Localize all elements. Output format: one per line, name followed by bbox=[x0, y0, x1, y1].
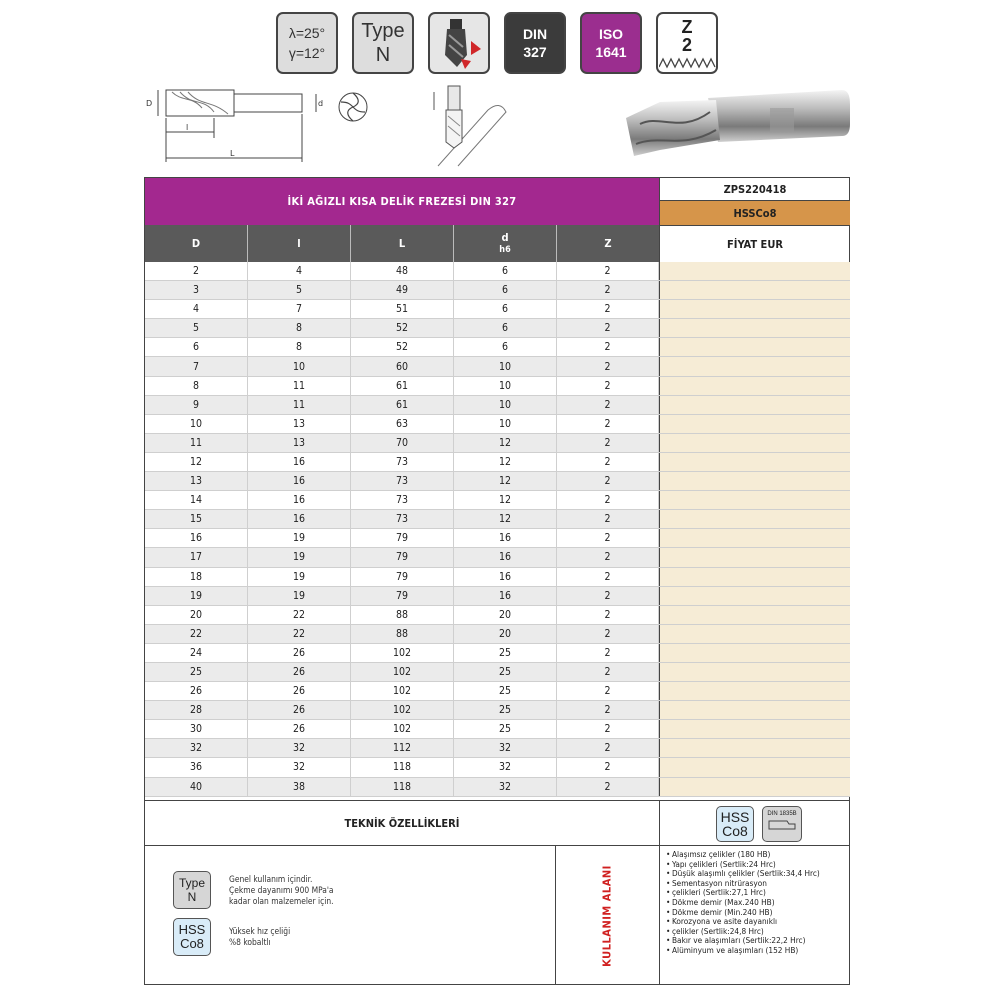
cell-l: 26 bbox=[248, 701, 351, 719]
cell-D: 30 bbox=[145, 720, 248, 738]
cell-d: 6 bbox=[454, 281, 557, 299]
cell-D: 12 bbox=[145, 453, 248, 471]
price-cell bbox=[659, 491, 850, 509]
price-cell bbox=[659, 377, 850, 395]
table-row bbox=[145, 300, 850, 319]
cell-l: 19 bbox=[248, 587, 351, 605]
legend-hss-top: HSS bbox=[178, 922, 206, 937]
cell-L: 102 bbox=[351, 682, 454, 700]
type-n-description bbox=[229, 874, 334, 907]
usage-item: • Alüminyum ve alaşımları (152 HB) bbox=[666, 946, 850, 956]
price-cell bbox=[659, 453, 850, 471]
dim-l: l bbox=[186, 123, 189, 132]
table-row bbox=[145, 758, 850, 777]
cell-l: 16 bbox=[248, 453, 351, 471]
cell-d: 12 bbox=[454, 510, 557, 528]
type-text-line-1: Genel kullanım içindir. bbox=[229, 874, 313, 884]
price-cell bbox=[659, 319, 850, 337]
cell-Z: 2 bbox=[557, 625, 659, 643]
cell-Z: 2 bbox=[557, 338, 659, 356]
cell-d: 25 bbox=[454, 682, 557, 700]
cell-L: 88 bbox=[351, 606, 454, 624]
din-badge bbox=[504, 12, 566, 74]
cell-L: 79 bbox=[351, 548, 454, 566]
cell-l: 13 bbox=[248, 415, 351, 433]
cell-D: 9 bbox=[145, 396, 248, 414]
header-L: L bbox=[351, 225, 454, 262]
cell-Z: 2 bbox=[557, 682, 659, 700]
cell-l: 10 bbox=[248, 357, 351, 375]
table-row bbox=[145, 319, 850, 338]
cell-L: 102 bbox=[351, 701, 454, 719]
price-cell bbox=[659, 434, 850, 452]
cell-d: 25 bbox=[454, 720, 557, 738]
table-row bbox=[145, 587, 850, 606]
cell-L: 118 bbox=[351, 758, 454, 776]
cell-Z: 2 bbox=[557, 663, 659, 681]
cell-l: 19 bbox=[248, 529, 351, 547]
cell-D: 6 bbox=[145, 338, 248, 356]
header-D: D bbox=[145, 225, 248, 262]
table-row bbox=[145, 453, 850, 472]
cell-l: 26 bbox=[248, 720, 351, 738]
hss-text-line-1: Yüksek hız çeliği bbox=[229, 926, 291, 936]
price-cell bbox=[659, 300, 850, 318]
cell-Z: 2 bbox=[557, 758, 659, 776]
cell-D: 20 bbox=[145, 606, 248, 624]
price-cell bbox=[659, 281, 850, 299]
table-row bbox=[145, 396, 850, 415]
cell-L: 118 bbox=[351, 778, 454, 796]
milling-direction-icon bbox=[428, 12, 490, 74]
iso-badge bbox=[580, 12, 642, 74]
cell-d: 12 bbox=[454, 472, 557, 490]
cell-l: 22 bbox=[248, 606, 351, 624]
cell-d: 6 bbox=[454, 338, 557, 356]
z-value: 2 bbox=[681, 35, 692, 55]
table-body bbox=[145, 262, 850, 797]
price-cell bbox=[659, 262, 850, 280]
cell-l: 26 bbox=[248, 682, 351, 700]
hss-co8-icon bbox=[716, 806, 754, 842]
table-row bbox=[145, 415, 850, 434]
cell-d: 10 bbox=[454, 377, 557, 395]
cell-d: 32 bbox=[454, 739, 557, 757]
table-row bbox=[145, 682, 850, 701]
din-badge-label: DIN bbox=[522, 26, 548, 42]
cell-L: 73 bbox=[351, 510, 454, 528]
cell-D: 7 bbox=[145, 357, 248, 375]
cell-l: 11 bbox=[248, 377, 351, 395]
cell-d: 16 bbox=[454, 529, 557, 547]
cell-L: 48 bbox=[351, 262, 454, 280]
cell-Z: 2 bbox=[557, 415, 659, 433]
legend-hss-bottom: Co8 bbox=[180, 936, 204, 951]
usage-item: • Sementasyon nitrürasyon bbox=[666, 879, 850, 889]
cell-l: 16 bbox=[248, 510, 351, 528]
table-row bbox=[145, 625, 850, 644]
cell-Z: 2 bbox=[557, 548, 659, 566]
usage-item: • Dökme demir (Max.240 HB) bbox=[666, 898, 850, 908]
cell-Z: 2 bbox=[557, 472, 659, 490]
cell-d: 25 bbox=[454, 644, 557, 662]
table-row bbox=[145, 644, 850, 663]
price-cell bbox=[659, 778, 850, 796]
usage-item: • Korozyona ve asite dayanıklı bbox=[666, 917, 850, 927]
cell-L: 49 bbox=[351, 281, 454, 299]
cell-l: 16 bbox=[248, 472, 351, 490]
cell-D: 15 bbox=[145, 510, 248, 528]
cell-Z: 2 bbox=[557, 568, 659, 586]
cell-D: 4 bbox=[145, 300, 248, 318]
type-text-line-2: Çekme dayanımı 900 MPa'a bbox=[229, 885, 334, 895]
cell-l: 19 bbox=[248, 568, 351, 586]
cell-Z: 2 bbox=[557, 510, 659, 528]
header-d-tolerance: h6 bbox=[499, 244, 511, 255]
cell-Z: 2 bbox=[557, 739, 659, 757]
cell-L: 73 bbox=[351, 453, 454, 471]
plunge-milling-icon bbox=[418, 82, 508, 167]
cell-d: 20 bbox=[454, 606, 557, 624]
table-row bbox=[145, 548, 850, 567]
shank-din-label: DIN 1835B bbox=[767, 811, 797, 817]
cell-Z: 2 bbox=[557, 644, 659, 662]
product-table bbox=[144, 177, 850, 985]
price-header: FİYAT EUR bbox=[659, 225, 850, 262]
cell-d: 32 bbox=[454, 758, 557, 776]
price-cell bbox=[659, 682, 850, 700]
technical-specs-title: TEKNİK ÖZELLİKLERİ bbox=[344, 817, 460, 830]
table-row bbox=[145, 529, 850, 548]
table-row bbox=[145, 568, 850, 587]
cell-Z: 2 bbox=[557, 357, 659, 375]
cell-D: 25 bbox=[145, 663, 248, 681]
cell-Z: 2 bbox=[557, 606, 659, 624]
cell-l: 32 bbox=[248, 758, 351, 776]
material-label: HSSCo8 bbox=[659, 201, 850, 225]
cell-D: 13 bbox=[145, 472, 248, 490]
table-title: İKİ AĞIZLI KISA DELİK FREZESİ DIN 327 bbox=[145, 178, 659, 225]
cell-l: 22 bbox=[248, 625, 351, 643]
price-cell bbox=[659, 338, 850, 356]
cell-L: 52 bbox=[351, 319, 454, 337]
usage-item: • Alaşımsız çelikler (180 HB) bbox=[666, 850, 850, 860]
table-row bbox=[145, 281, 850, 300]
table-row bbox=[145, 377, 850, 396]
table-row bbox=[145, 434, 850, 453]
header-d-label: d bbox=[501, 230, 509, 244]
cell-d: 6 bbox=[454, 319, 557, 337]
cell-d: 10 bbox=[454, 357, 557, 375]
header-l: l bbox=[248, 225, 351, 262]
cell-D: 28 bbox=[145, 701, 248, 719]
cell-Z: 2 bbox=[557, 434, 659, 452]
price-cell bbox=[659, 758, 850, 776]
type-badge-label: Type bbox=[361, 20, 405, 42]
header-Z: Z bbox=[604, 236, 612, 250]
cell-l: 8 bbox=[248, 338, 351, 356]
price-cell bbox=[659, 644, 850, 662]
cell-Z: 2 bbox=[557, 396, 659, 414]
cell-l: 16 bbox=[248, 491, 351, 509]
cell-d: 16 bbox=[454, 548, 557, 566]
cell-l: 7 bbox=[248, 300, 351, 318]
shank-din-icon bbox=[762, 806, 802, 842]
dim-D: D bbox=[146, 99, 153, 108]
cell-L: 52 bbox=[351, 338, 454, 356]
angle-badge bbox=[276, 12, 338, 74]
cell-D: 3 bbox=[145, 281, 248, 299]
type-n-icon bbox=[173, 871, 211, 909]
cell-D: 14 bbox=[145, 491, 248, 509]
cell-D: 22 bbox=[145, 625, 248, 643]
cell-d: 6 bbox=[454, 262, 557, 280]
usage-item: • çelikleri (Sertlik:27,1 Hrc) bbox=[666, 888, 850, 898]
hss-description bbox=[229, 926, 290, 948]
legend-type-label: Type bbox=[178, 876, 205, 890]
price-cell bbox=[659, 587, 850, 605]
cell-L: 102 bbox=[351, 663, 454, 681]
cell-L: 51 bbox=[351, 300, 454, 318]
cell-Z: 2 bbox=[557, 778, 659, 796]
usage-item: • Bakır ve alaşımları (Sertlik:22,2 Hrc) bbox=[666, 936, 850, 946]
cell-Z: 2 bbox=[557, 453, 659, 471]
cell-l: 26 bbox=[248, 644, 351, 662]
cell-d: 10 bbox=[454, 396, 557, 414]
cell-L: 70 bbox=[351, 434, 454, 452]
table-row bbox=[145, 510, 850, 529]
usage-item: • çelikler (Sertlik:24,8 Hrc) bbox=[666, 927, 850, 937]
cell-L: 88 bbox=[351, 625, 454, 643]
cell-d: 12 bbox=[454, 453, 557, 471]
cell-D: 26 bbox=[145, 682, 248, 700]
cell-D: 10 bbox=[145, 415, 248, 433]
cell-d: 32 bbox=[454, 778, 557, 796]
table-row bbox=[145, 701, 850, 720]
legend-type-value: N bbox=[187, 890, 197, 904]
cell-Z: 2 bbox=[557, 281, 659, 299]
cell-L: 102 bbox=[351, 644, 454, 662]
cell-D: 11 bbox=[145, 434, 248, 452]
table-row bbox=[145, 491, 850, 510]
product-code: ZPS220418 bbox=[659, 178, 850, 201]
type-badge bbox=[352, 12, 414, 74]
type-text-line-3: kadar olan malzemeler için. bbox=[229, 896, 334, 906]
cross-section-icon bbox=[336, 90, 370, 124]
cell-L: 73 bbox=[351, 472, 454, 490]
price-cell bbox=[659, 357, 850, 375]
cell-D: 36 bbox=[145, 758, 248, 776]
price-cell bbox=[659, 472, 850, 490]
cell-D: 8 bbox=[145, 377, 248, 395]
cell-D: 17 bbox=[145, 548, 248, 566]
legend-section bbox=[145, 845, 850, 985]
usage-list bbox=[666, 850, 850, 956]
usage-area-label-cell bbox=[556, 845, 659, 985]
iso-badge-label: ISO bbox=[598, 26, 624, 42]
cell-Z: 2 bbox=[557, 377, 659, 395]
end-mill-product-image bbox=[620, 84, 852, 162]
cell-l: 13 bbox=[248, 434, 351, 452]
cell-D: 18 bbox=[145, 568, 248, 586]
cell-Z: 2 bbox=[557, 529, 659, 547]
spec-icons bbox=[659, 801, 850, 846]
table-row bbox=[145, 472, 850, 491]
dimension-drawing bbox=[142, 82, 342, 172]
cell-Z: 2 bbox=[557, 701, 659, 719]
cell-L: 73 bbox=[351, 491, 454, 509]
price-cell bbox=[659, 568, 850, 586]
price-cell bbox=[659, 720, 850, 738]
cell-d: 12 bbox=[454, 491, 557, 509]
dim-L: L bbox=[230, 149, 235, 158]
cell-L: 61 bbox=[351, 377, 454, 395]
iso-badge-number: 1641 bbox=[595, 44, 627, 60]
table-row bbox=[145, 606, 850, 625]
hss-icon-bottom: Co8 bbox=[722, 823, 748, 839]
cell-l: 5 bbox=[248, 281, 351, 299]
legend-box bbox=[145, 845, 556, 985]
cell-L: 102 bbox=[351, 720, 454, 738]
shank-icon bbox=[767, 818, 797, 832]
usage-list-cell bbox=[659, 845, 850, 985]
cell-d: 12 bbox=[454, 434, 557, 452]
cell-L: 60 bbox=[351, 357, 454, 375]
price-cell bbox=[659, 701, 850, 719]
table-row bbox=[145, 262, 850, 281]
cell-D: 32 bbox=[145, 739, 248, 757]
table-row bbox=[145, 720, 850, 739]
cell-D: 2 bbox=[145, 262, 248, 280]
cell-l: 11 bbox=[248, 396, 351, 414]
cell-L: 79 bbox=[351, 529, 454, 547]
cell-Z: 2 bbox=[557, 587, 659, 605]
price-cell bbox=[659, 606, 850, 624]
cell-Z: 2 bbox=[557, 720, 659, 738]
price-cell bbox=[659, 548, 850, 566]
price-cell bbox=[659, 415, 850, 433]
table-row bbox=[145, 357, 850, 376]
legend-hss-co8-icon bbox=[173, 918, 211, 956]
cell-L: 79 bbox=[351, 587, 454, 605]
cell-d: 25 bbox=[454, 663, 557, 681]
usage-area-title: KULLANIM ALANI bbox=[600, 865, 614, 967]
cell-D: 40 bbox=[145, 778, 248, 796]
table-row bbox=[145, 338, 850, 357]
cell-l: 38 bbox=[248, 778, 351, 796]
cell-D: 5 bbox=[145, 319, 248, 337]
type-badge-value: N bbox=[375, 44, 391, 66]
cell-L: 112 bbox=[351, 739, 454, 757]
cell-l: 32 bbox=[248, 739, 351, 757]
cell-L: 63 bbox=[351, 415, 454, 433]
cell-d: 6 bbox=[454, 300, 557, 318]
cell-l: 26 bbox=[248, 663, 351, 681]
cell-d: 20 bbox=[454, 625, 557, 643]
z-label: Z bbox=[681, 17, 693, 37]
din-badge-number: 327 bbox=[523, 44, 547, 60]
cell-D: 19 bbox=[145, 587, 248, 605]
price-cell bbox=[659, 510, 850, 528]
cell-Z: 2 bbox=[557, 491, 659, 509]
usage-item: • Yapı çelikleri (Sertlik:24 Hrc) bbox=[666, 860, 850, 870]
technical-specs-row bbox=[145, 800, 850, 846]
cell-Z: 2 bbox=[557, 262, 659, 280]
header-d bbox=[454, 225, 557, 262]
hss-text-line-2: %8 kobaltlı bbox=[229, 937, 271, 947]
cell-l: 8 bbox=[248, 319, 351, 337]
cell-L: 79 bbox=[351, 568, 454, 586]
usage-item: • Düşük alaşımlı çelikler (Sertlik:34,4 Hrc) bbox=[666, 869, 850, 879]
price-cell bbox=[659, 396, 850, 414]
cell-L: 61 bbox=[351, 396, 454, 414]
cell-d: 16 bbox=[454, 568, 557, 586]
flute-count-badge bbox=[656, 12, 718, 74]
cell-D: 24 bbox=[145, 644, 248, 662]
gamma-angle: γ=12° bbox=[288, 45, 326, 61]
table-row bbox=[145, 778, 850, 797]
cell-Z: 2 bbox=[557, 319, 659, 337]
lambda-angle: λ=25° bbox=[288, 25, 326, 41]
cell-Z: 2 bbox=[557, 300, 659, 318]
thread-icon bbox=[659, 55, 717, 69]
table-row bbox=[145, 739, 850, 758]
table-row bbox=[145, 663, 850, 682]
hss-icon-top: HSS bbox=[720, 809, 750, 825]
cell-d: 10 bbox=[454, 415, 557, 433]
table-header-row bbox=[145, 225, 659, 262]
cell-d: 25 bbox=[454, 701, 557, 719]
price-cell bbox=[659, 625, 850, 643]
usage-item: • Dökme demir (Min.240 HB) bbox=[666, 908, 850, 918]
cell-l: 4 bbox=[248, 262, 351, 280]
cell-l: 19 bbox=[248, 548, 351, 566]
dim-d: d bbox=[318, 99, 324, 108]
price-cell bbox=[659, 663, 850, 681]
cell-D: 16 bbox=[145, 529, 248, 547]
price-cell bbox=[659, 529, 850, 547]
price-cell bbox=[659, 739, 850, 757]
cell-d: 16 bbox=[454, 587, 557, 605]
